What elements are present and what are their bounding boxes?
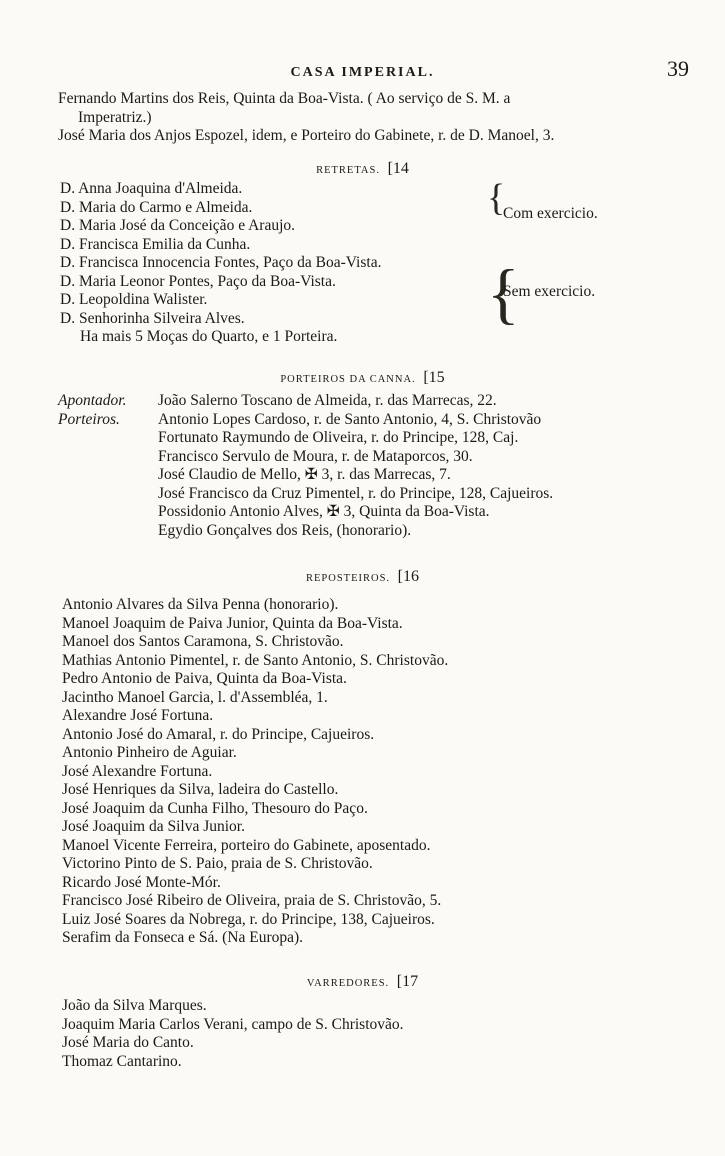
status-with-exercise: Com exercicio. <box>503 205 598 222</box>
section-heading-reposteiros <box>0 566 725 588</box>
list-item: Joaquim Maria Carlos Verani, campo de S. Christovão. <box>62 1015 404 1033</box>
role-label: Porteiros. <box>58 410 120 428</box>
section-title: VARREDORES. <box>306 978 390 989</box>
list-item: D. Anna Joaquina d'Almeida. <box>60 180 243 197</box>
varredores-list <box>62 997 702 1071</box>
entry-text: Egydio Gonçalves dos Reis, (honorario). <box>158 521 412 539</box>
section-heading-porteiros <box>0 367 725 389</box>
section-title: RETRETAS. <box>316 165 380 176</box>
page-header <box>0 56 725 86</box>
entry-text: José Francisco da Cruz Pimentel, r. do Principe, 128, Cajueiros. <box>158 484 554 502</box>
list-item <box>58 448 718 467</box>
list-item: D. Maria José da Conceição e Araujo. <box>60 217 296 234</box>
list-item: Antonio Alvares da Silva Penna (honorario). <box>62 596 339 613</box>
entry-text: Francisco Servulo de Moura, r. de Mataporcos, 30. <box>158 447 473 465</box>
retretas-list <box>60 177 520 347</box>
list-item: José Maria do Canto. <box>62 1034 194 1051</box>
section-number: [14 <box>387 160 409 177</box>
section-title: PORTEIROS DA CANNA. <box>280 374 416 385</box>
entry-text: Antonio Lopes Cardoso, r. de Santo Antonio, 4, S. Christovão <box>158 410 542 428</box>
list-item: Manoel Joaquim de Paiva Junior, Quinta da Boa-Vista. <box>62 614 403 632</box>
list-item: Pedro Antonio de Paiva, Quinta da Boa-Vista. <box>62 670 347 687</box>
brace-icon: { <box>487 177 506 219</box>
entry-text: José Claudio de Mello, ✠ 3, r. das Marrecas, 7. <box>158 466 451 483</box>
section-heading-retretas <box>0 158 725 180</box>
intro-line: José Maria dos Anjos Espozel, idem, e Porteiro do Gabinete, r. de D. Manoel, 3. <box>58 127 555 144</box>
list-item: Antonio Pinheiro de Aguiar. <box>62 744 237 761</box>
list-item: João da Silva Marques. <box>62 997 207 1014</box>
role-label: Apontador. <box>58 392 127 409</box>
reposteiros-list <box>62 596 702 948</box>
entry-text: Fortunato Raymundo de Oliveira, r. do Principe, 128, Caj. <box>158 429 519 446</box>
list-item: Ricardo José Monte-Mór. <box>62 873 221 891</box>
list-item <box>58 485 718 504</box>
list-item <box>58 411 718 430</box>
list-item: Alexandre José Fortuna. <box>62 707 214 724</box>
list-item: Mathias Antonio Pimentel, r. de Santo Antonio, S. Christovão. <box>62 651 449 669</box>
list-item: D. Francisca Emilia da Cunha. <box>60 235 251 253</box>
section-number: [17 <box>396 973 419 990</box>
list-item: D. Francisca Innocencia Fontes, Paço da Boa-Vista. <box>60 254 382 271</box>
section-heading-varredores <box>0 971 725 993</box>
list-item: Antonio José do Amaral, r. do Principe, Cajueiros. <box>62 725 375 743</box>
list-item <box>58 503 718 522</box>
list-item: D. Maria do Carmo e Almeida. <box>60 198 253 216</box>
list-item: José Joaquim da Silva Junior. <box>62 818 245 835</box>
list-item: Serafim da Fonseca e Sá. (Na Europa). <box>62 929 304 946</box>
intro-block <box>58 90 698 146</box>
list-item: D. Leopoldina Walister. <box>60 291 208 308</box>
page-number: 39 <box>667 56 689 81</box>
retretas-note: Ha mais 5 Moças do Quarto, e 1 Porteira. <box>80 328 338 345</box>
list-item: Jacintho Manoel Garcia, l. d'Assembléa, 1. <box>62 688 328 706</box>
entry-text: João Salerno Toscano de Almeida, r. das Marrecas, 22. <box>158 392 497 409</box>
status-without-exercise: Sem exercicio. <box>503 283 596 300</box>
list-item: D. Maria Leonor Pontes, Paço da Boa-Vista. <box>60 272 336 290</box>
porteiros-list <box>58 392 718 540</box>
list-item: Francisco José Ribeiro de Oliveira, praia de S. Christovão, 5. <box>62 892 442 909</box>
list-item: Manoel dos Santos Caramona, S. Christovão. <box>62 633 344 650</box>
list-item: Thomaz Cantarino. <box>62 1052 182 1070</box>
list-item: José Alexandre Fortuna. <box>62 762 213 780</box>
entry-text: Possidonio Antonio Alves, ✠ 3, Quinta da Boa-Vista. <box>158 503 490 520</box>
list-item <box>58 429 718 448</box>
list-item: D. Senhorinha Silveira Alves. <box>60 309 245 327</box>
list-item: Victorino Pinto de S. Paio, praia de S. Christovão. <box>62 855 373 872</box>
list-item <box>58 392 718 411</box>
list-item: José Henriques da Silva, ladeira do Castello. <box>62 781 339 798</box>
list-item: Luiz José Soares da Nobrega, r. do Principe, 138, Cajueiros. <box>62 910 435 928</box>
list-item: José Joaquim da Cunha Filho, Thesouro do Paço. <box>62 799 368 817</box>
list-item <box>58 466 718 485</box>
section-number: [15 <box>423 369 445 386</box>
section-number: [16 <box>397 568 419 585</box>
list-item <box>58 522 718 541</box>
intro-line: Fernando Martins dos Reis, Quinta da Boa-Vista. ( Ao serviço de S. M. a <box>58 90 511 107</box>
section-title: REPOSTEIROS. <box>305 573 391 584</box>
list-item: Manoel Vicente Ferreira, porteiro do Gabinete, aposentado. <box>62 836 431 854</box>
intro-line: Imperatriz.) <box>78 108 152 126</box>
page-title: CASA IMPERIAL. <box>290 65 435 80</box>
brace-icon: { <box>487 255 520 331</box>
